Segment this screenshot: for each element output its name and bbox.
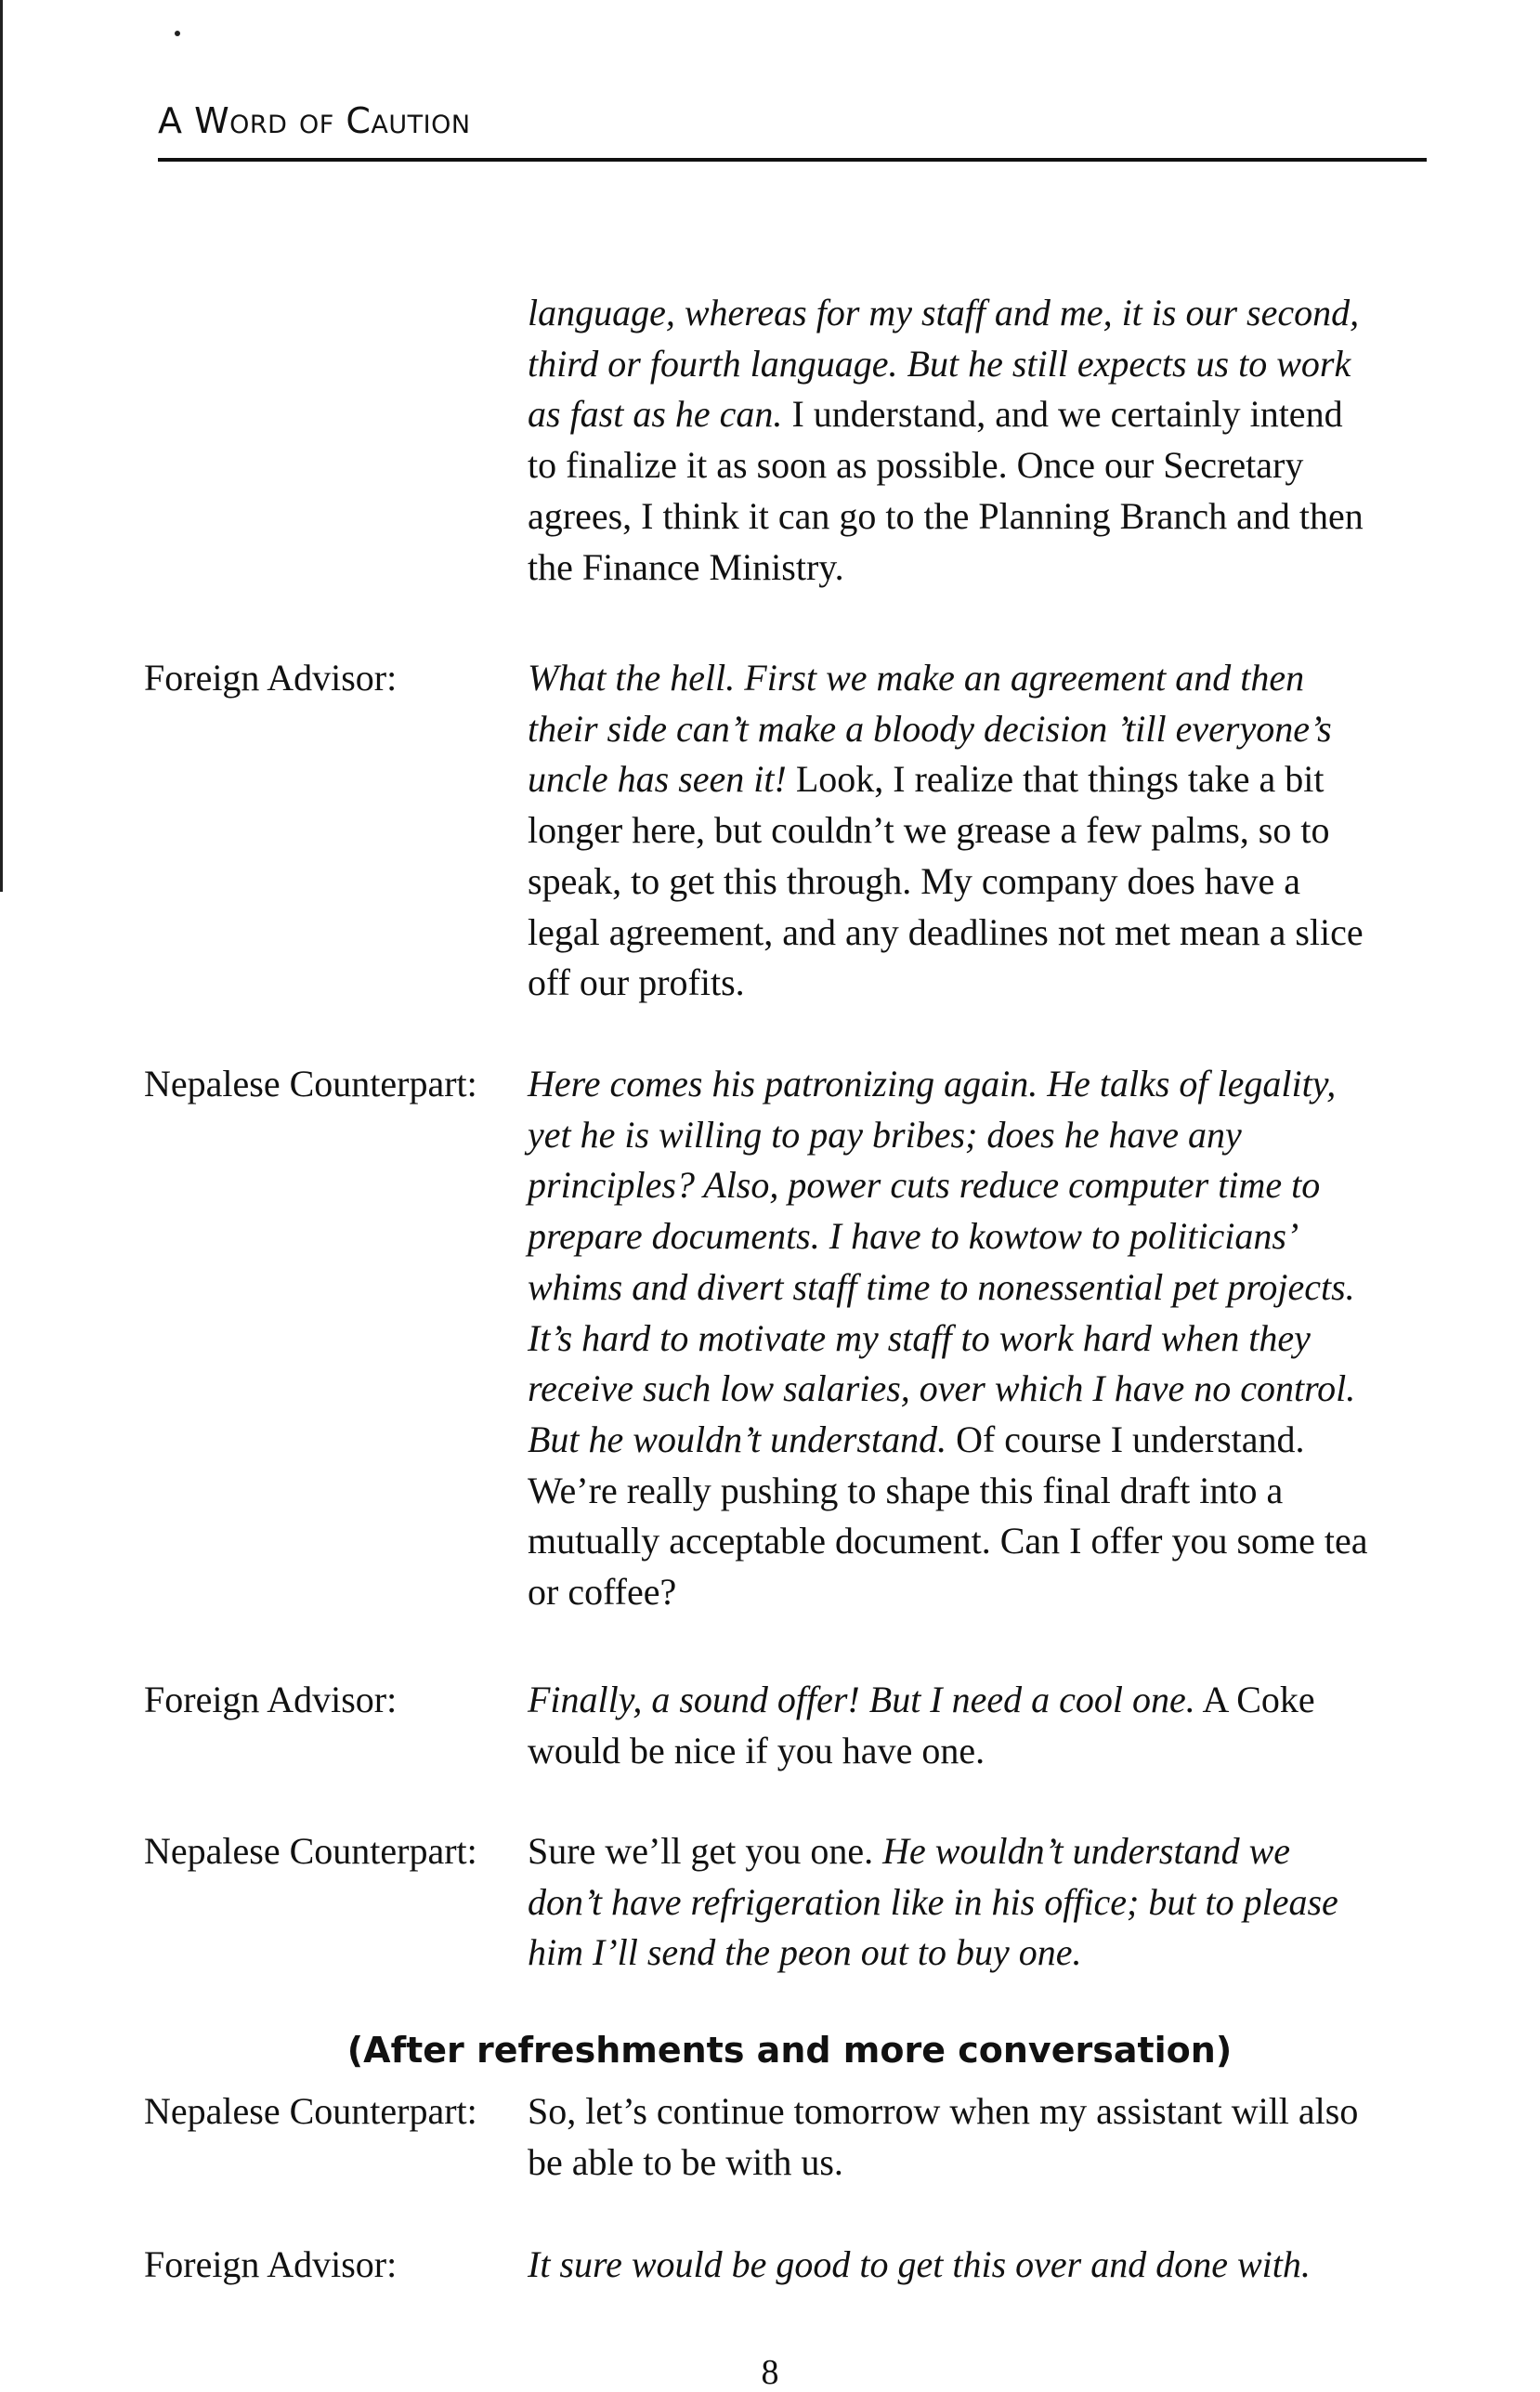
- speaker-label: Foreign Advisor:: [144, 2243, 398, 2285]
- speech-line: [528, 1928, 1456, 1979]
- speech-line: [528, 542, 1456, 594]
- speech-segment: whims and divert staff time to nonessential pet projects.: [528, 1265, 1355, 1308]
- speech-line: [528, 1262, 1456, 1314]
- running-head: A Word of Caution: [158, 100, 471, 141]
- speech-segment: don’t have refrigeration like in his office; but to please: [528, 1880, 1338, 1923]
- scan-edge-line: [0, 0, 3, 892]
- speech-line: [528, 1877, 1456, 1928]
- speech-line: [528, 339, 1456, 390]
- speech-segment: third or fourth language. But he still expects us to work: [528, 342, 1351, 385]
- speech-text: [528, 1059, 1456, 1618]
- speech-segment: It’s hard to motivate my staff to work hard when they: [528, 1316, 1311, 1359]
- speech-line: [528, 1466, 1456, 1517]
- speech-segment: We’re really pushing to shape this final draft into a: [528, 1469, 1284, 1511]
- speech-segment: receive such low salaries, over which I have no control.: [528, 1367, 1356, 1410]
- speaker-label: Nepalese Counterpart:: [144, 1063, 477, 1105]
- speech-segment: Look, I realize that things take a bit: [786, 758, 1325, 801]
- speech-segment: mutually acceptable document. Can I offer you some tea: [528, 1520, 1368, 1562]
- speaker-label: Nepalese Counterpart:: [144, 2090, 477, 2132]
- speech-line: [528, 1314, 1456, 1365]
- speech-line: [528, 1364, 1456, 1415]
- speech-segment: A Coke: [1194, 1679, 1315, 1720]
- speech-segment: I understand, and we certainly intend: [782, 393, 1343, 436]
- speech-line: [528, 754, 1456, 805]
- speech-segment: to finalize it as soon as possible. Once our Secretary: [528, 444, 1304, 487]
- speech-text: [528, 288, 1456, 593]
- speech-line: [528, 1211, 1456, 1262]
- speech-text: [528, 1675, 1456, 1776]
- speech-segment: language, whereas for my staff and me, it is our second,: [528, 292, 1360, 333]
- speech-line: [528, 1726, 1456, 1777]
- speech-line: [528, 704, 1456, 755]
- speech-line: [528, 2137, 1456, 2189]
- speech-line: [528, 2086, 1456, 2137]
- speech-segment: But he wouldn’t understand.: [528, 1418, 947, 1460]
- speech-text: [528, 1826, 1456, 1979]
- scan-dot: [175, 31, 180, 36]
- speech-segment: or coffee?: [528, 1571, 677, 1614]
- speech-line: [528, 1675, 1456, 1726]
- speech-line: [528, 1110, 1456, 1161]
- speech-segment: principles? Also, power cuts reduce computer time to: [528, 1164, 1321, 1207]
- speech-line: [528, 805, 1456, 856]
- speech-segment: It sure would be good to get this over and done with.: [528, 2243, 1311, 2285]
- speech-line: [528, 1826, 1456, 1877]
- speech-line: [528, 653, 1456, 704]
- speech-segment: Here comes his patronizing again. He talks of legality,: [528, 1063, 1337, 1105]
- speech-segment: be able to be with us.: [528, 2140, 843, 2183]
- speech-segment: prepare documents. I have to kowtow to politicians’: [528, 1215, 1299, 1258]
- speech-segment: yet he is willing to pay bribes; does he have any: [528, 1113, 1242, 1156]
- speaker-label: Foreign Advisor:: [144, 1679, 398, 1720]
- speech-segment: So, let’s continue tomorrow when my assistant will also: [528, 2090, 1359, 2132]
- speech-line: [528, 1567, 1456, 1618]
- speech-line: [528, 1059, 1456, 1110]
- speech-line: [528, 1415, 1456, 1466]
- speech-line: [528, 1160, 1456, 1211]
- speech-segment: Of course I understand.: [946, 1418, 1305, 1460]
- speech-segment: speak, to get this through. My company does have a: [528, 859, 1301, 902]
- page-number: 8: [761, 2353, 779, 2392]
- speaker-label: Nepalese Counterpart:: [144, 1830, 477, 1872]
- speech-segment: the Finance Ministry.: [528, 545, 844, 588]
- speech-line: [528, 958, 1456, 1009]
- stage-direction: (After refreshments and more conversation): [346, 2030, 1233, 2071]
- speech-line: [528, 389, 1456, 440]
- speech-segment: He wouldn’t understand we: [882, 1830, 1291, 1872]
- speech-line: [528, 2240, 1456, 2291]
- speech-line: [528, 856, 1456, 908]
- speech-segment: would be nice if you have one.: [528, 1729, 985, 1771]
- speech-segment: Finally, a sound offer! But I need a cool one.: [528, 1679, 1195, 1720]
- speech-segment: agrees, I think it can go to the Planning Branch and then: [528, 494, 1364, 537]
- speech-line: [528, 288, 1456, 339]
- speech-segment: What the hell. First we make an agreement and then: [528, 657, 1305, 699]
- speech-segment: uncle has seen it!: [528, 758, 787, 801]
- speech-line: [528, 908, 1456, 959]
- speech-segment: off our profits.: [528, 961, 745, 1004]
- header-rule: [158, 158, 1427, 162]
- speech-segment: legal agreement, and any deadlines not met mean a slice: [528, 910, 1364, 953]
- speech-line: [528, 1516, 1456, 1567]
- speech-line: [528, 440, 1456, 491]
- speech-segment: their side can’t make a bloody decision ’till everyone’s: [528, 707, 1332, 750]
- speech-segment: as fast as he can.: [528, 393, 783, 436]
- speech-text: [528, 653, 1456, 1009]
- speech-segment: him I’ll send the peon out to buy one.: [528, 1931, 1082, 1974]
- speaker-label: Foreign Advisor:: [144, 657, 398, 699]
- speech-text: [528, 2086, 1456, 2188]
- speech-line: [528, 491, 1456, 542]
- speech-text: [528, 2240, 1456, 2291]
- speech-segment: Sure we’ll get you one.: [528, 1830, 883, 1872]
- speech-segment: longer here, but couldn’t we grease a few palms, so to: [528, 809, 1330, 852]
